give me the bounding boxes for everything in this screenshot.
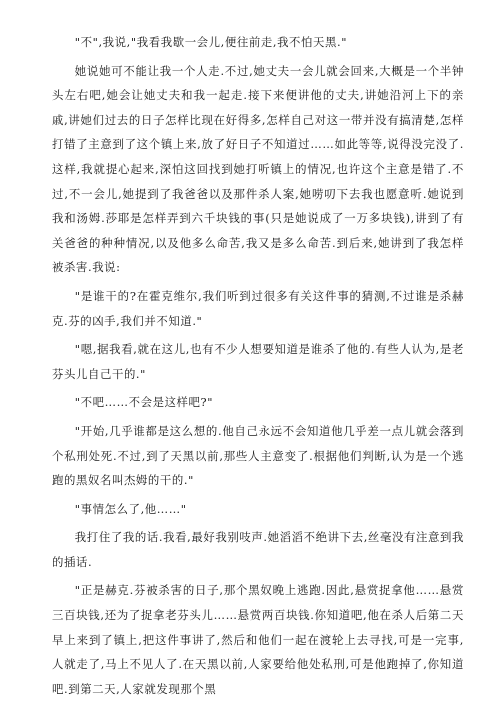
paragraph-8: 我打住了我的话.我看,最好我别吱声.她滔滔不绝讲下去,丝毫没有注意到我的插话.	[52, 530, 464, 569]
paragraph-5: "不吧……不会是这样吧?"	[74, 395, 214, 410]
paragraph-2: 她说她可不能让我一个人走.不过,她丈夫一会儿就会回来,大概是一个半钟头左右吧,她会让她丈夫和我一起走.接下来便讲他的丈夫,讲她沿河上下的亲戚,讲她们过去的日子怎样比现在好得多,怎样自己对这一带并没有搞清楚,怎样打错了主意到了这个镇上来,放了好日子不知道过……如此等等,说得没完没了.这样,我就提心起来,深怕这回找到她打听镇上的情况,也许这个主意是错了.不过,不一会儿,她提到了我爸爸以及那件杀人案,她唠叨下去我也愿意听.她说到我和汤姆.莎耶是怎样弄到六千块钱的事(只是她说成了一万多块钱),讲到了有关爸爸的种种情况,以及他多么命苦,我又是多么命苦.到后来,她讲到了我怎样被杀害.我说:	[52, 63, 464, 275]
paragraph-3: "是谁干的?在霍克维尔,我们听到过很多有关这件事的猜测,不过谁是杀赫克.芬的凶手,我们并不知道."	[52, 288, 464, 328]
paragraph-1: "不",我说,"我看我歇一会儿,便往前走,我不怕天黑."	[74, 35, 348, 49]
paragraph-4: "嗯,据我看,就在这儿,也有不少人想要知道是谁杀了他的.有些人认为,是老芬头儿自己干的."	[52, 342, 464, 381]
paragraph-7: "事情怎么了,他……"	[74, 501, 187, 516]
paragraph-6: "开始,几乎谁都是这么想的.他自己永远不会知道他几乎差一点儿就会落到个私刑处死.不过,到了天黑以前,那些人主意变了.根据他们判断,认为是一个逃跑的黑奴名叫杰姆的干的."	[52, 423, 464, 488]
paragraph-9: "正是赫克.芬被杀害的日子,那个黑奴晚上逃跑.因此,悬赏捉拿他……悬赏三百块钱,还为了捉拿老芬头儿……悬赏两百块钱.你知道吧,他在杀人后第二天早上来到了镇上,把这件事讲了,然后和他们一起在渡轮上去寻找,可是一完事,人就走了,马上不见人了.在天黑以前,人家要给他处私刑,可是他跑掉了,你知道吧.到第二天,人家就发现那个黑	[52, 583, 464, 696]
